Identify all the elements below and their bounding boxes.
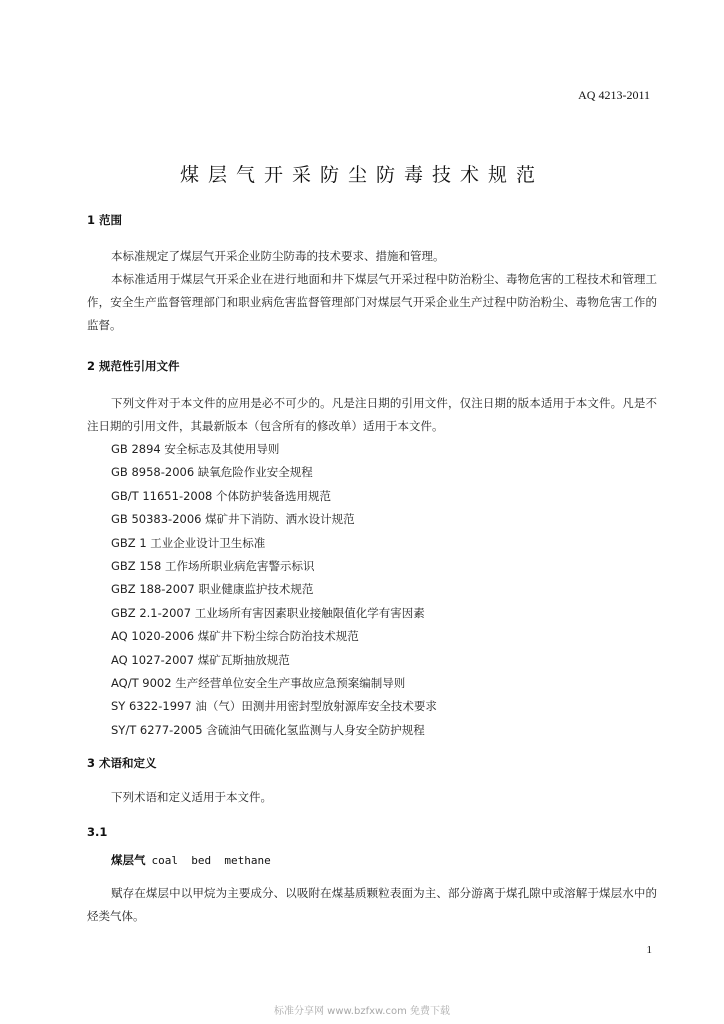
page-number: 1	[646, 944, 652, 956]
section-heading-terms: 3 术语和定义	[87, 756, 157, 770]
section-heading-references: 2 规范性引用文件	[87, 359, 180, 373]
reference-item: SY 6322-1997 油（气）田测井用密封型放射源库安全技术要求	[111, 699, 437, 714]
document-title: 煤层气开采防尘防毒技术规范	[179, 164, 544, 186]
reference-item: GB 50383-2006 煤矿井下消防、洒水设计规范	[111, 512, 355, 527]
paragraph: 下列文件对于本文件的应用是必不可少的。凡是注日期的引用文件，仅注日期的版本适用于本文件。凡是不注日期的引用文件，其最新版本（包含所有的修改单）适用于本文件。	[87, 396, 657, 433]
subsection-number	[87, 825, 657, 839]
reference-item: GBZ 2.1-2007 工业场所有害因素职业接触限值化学有害因素	[111, 605, 425, 620]
paragraph: 本标准规定了煤层气开采企业防尘防毒的技术要求、措施和管理。	[111, 249, 445, 263]
reference-item: GB/T 11651-2008 个体防护装备选用规范	[111, 488, 332, 503]
section-normative-references	[87, 358, 657, 374]
standard-code: AQ 4213-2011	[578, 88, 650, 102]
section-scope	[87, 212, 657, 228]
reference-item: AQ 1027-2007 煤矿瓦斯抽放规范	[111, 652, 290, 667]
section-terms	[87, 755, 657, 771]
reference-item: GB 2894 安全标志及其使用导则	[111, 442, 280, 456]
paragraph: 下列术语和定义适用于本文件。	[111, 790, 272, 804]
section-terms-intro	[87, 786, 657, 809]
reference-item: GBZ 188-2007 职业健康监护技术规范	[111, 582, 314, 597]
paragraph: 赋存在煤层中以甲烷为主要成分、以吸附在煤基质颗粒表面为主、部分游离于煤孔隙中或溶解于煤层水中的烃类气体。	[87, 886, 657, 923]
term-line	[111, 852, 651, 868]
term-english: coal bed methane	[151, 854, 271, 867]
term-chinese: 煤层气	[111, 853, 146, 867]
reference-item: AQ/T 9002 生产经营单位安全生产事故应急预案编制导则	[111, 675, 406, 690]
section-heading-scope: 1 范围	[87, 213, 123, 227]
reference-item: AQ 1020-2006 煤矿井下粉尘综合防治技术规范	[111, 629, 359, 644]
reference-item: GBZ 1 工业企业设计卫生标准	[111, 535, 266, 550]
term-entry	[111, 852, 651, 868]
section-scope-body	[87, 245, 657, 337]
reference-item: GB 8958-2006 缺氧危险作业安全规程	[111, 465, 313, 480]
term-definition	[87, 882, 657, 928]
reference-item: SY/T 6277-2005 含硫油气田硫化氢监测与人身安全防护规程	[111, 722, 425, 737]
reference-item: GBZ 158 工作场所职业病危害警示标识	[111, 558, 315, 573]
subsection-heading: 3.1	[87, 825, 108, 839]
paragraph: 本标准适用于煤层气开采企业在进行地面和井下煤层气开采过程中防治粉尘、毒物危害的工程技术和管理工作，安全生产监督管理部门和职业病危害监督管理部门对煤层气开采企业生产过程中防治粉尘、毒物危害工作的监督。	[87, 272, 657, 332]
reference-list	[111, 438, 651, 742]
section-references-intro	[87, 392, 657, 438]
footer-watermark: 标准分享网 www.bzfxw.com 免费下载	[274, 1006, 450, 1017]
